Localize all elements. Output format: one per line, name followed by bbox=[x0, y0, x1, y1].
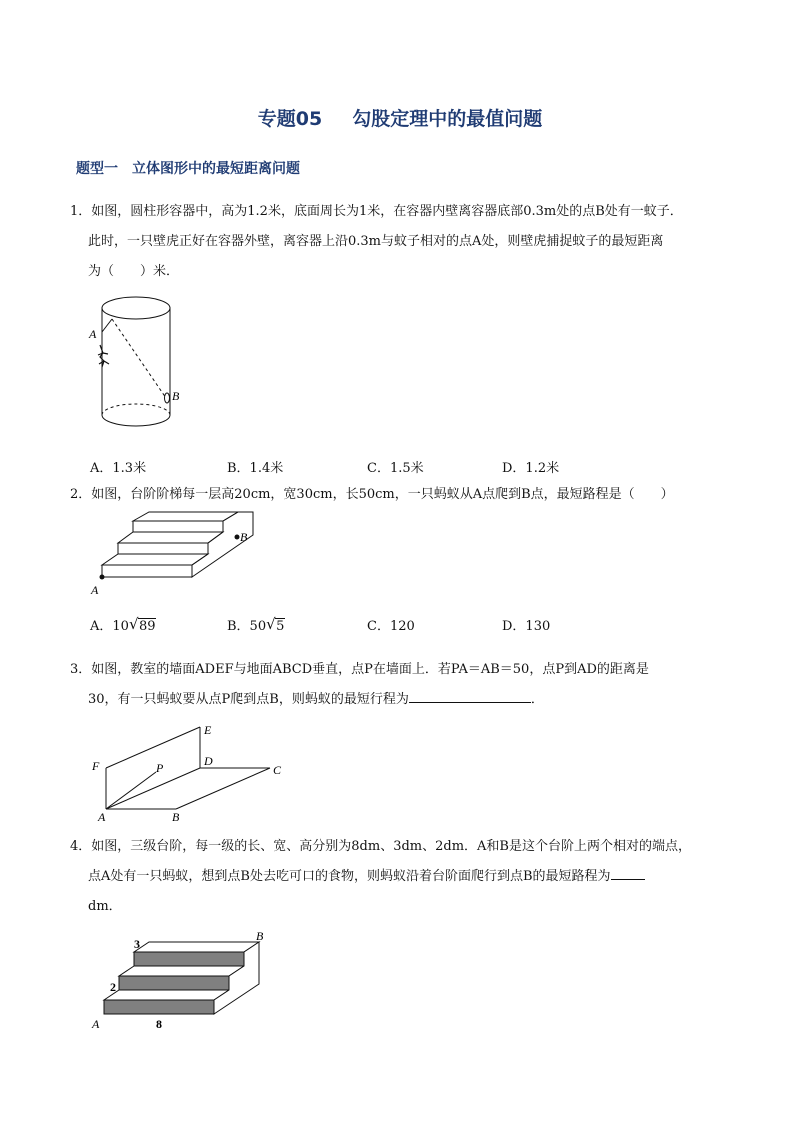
q4-three-step-figure bbox=[88, 928, 278, 1036]
q3-line2-end: ． bbox=[530, 692, 544, 707]
q2-option-c[interactable]: C．120 bbox=[367, 619, 415, 634]
q4-line1: 4．如图，三级台阶，每一级的长、宽、高分别为8dm、3dm、2dm．A和B是这个台阶上两个相对的端点， bbox=[70, 839, 691, 854]
q3-line2: 30，有一只蚂蚁要从点P爬到点B，则蚂蚁的最短行程为 bbox=[88, 692, 409, 707]
q4-answer-blank[interactable] bbox=[611, 866, 645, 880]
q2-stairs-figure bbox=[88, 510, 263, 600]
q2-option-b[interactable]: B．50 √ 5 bbox=[227, 615, 285, 634]
question-4 bbox=[70, 832, 691, 922]
q2-option-d[interactable]: D．130 bbox=[502, 619, 551, 634]
q2-label-B: B bbox=[240, 530, 248, 544]
q3-label-C: C bbox=[273, 763, 282, 777]
q2-option-a-prefix: A．10 bbox=[90, 619, 129, 634]
q3-label-F: F bbox=[92, 759, 100, 773]
q2-line1: 2．如图，台阶阶梯每一层高20cm，宽30cm，长50cm，一只蚂蚁从A点爬到B点，最短路程是（ ） bbox=[70, 487, 674, 502]
q3-label-A: A bbox=[98, 810, 106, 822]
section-text: 立体图形中的最短距离问题 bbox=[132, 161, 300, 177]
section-label: 题型一 bbox=[76, 161, 118, 177]
q3-answer-blank[interactable] bbox=[409, 689, 531, 703]
q4-line3: dm． bbox=[88, 899, 122, 914]
q3-label-D: D bbox=[204, 754, 213, 768]
q3-label-P: P bbox=[156, 761, 164, 775]
q4-label-3: 3 bbox=[134, 937, 140, 951]
q3-line1: 3．如图，教室的墙面ADEF与地面ABCD垂直，点P在墙面上．若PA＝AB＝50，点P到AD的距离是 bbox=[70, 662, 649, 677]
title-text: 勾股定理中的最值问题 bbox=[352, 108, 543, 130]
q1-label-A: A bbox=[89, 327, 97, 341]
q1-option-c[interactable]: C．1.5米 bbox=[367, 461, 424, 476]
q2-option-b-radicand: 5 bbox=[276, 619, 285, 634]
q1-line2: 此时，一只壁虎正好在容器外壁，离容器上沿0.3m与蚊子相对的点A处，则壁虎捕捉蚊子的最短距离 bbox=[88, 234, 664, 249]
q2-option-a-radicand: 89 bbox=[138, 619, 156, 634]
q1-line1: 1．如图，圆柱形容器中，高为1.2米，底面周长为1米，在容器内壁离容器底部0.3m处的点B处有一蚊子． bbox=[70, 204, 683, 219]
q4-line2: 点A处有一只蚂蚁，想到点B处去吃可口的食物，则蚂蚁沿着台阶面爬行到点B的最短路程为 bbox=[88, 869, 611, 884]
q4-label-B: B bbox=[256, 929, 264, 943]
q1-label-B: B bbox=[172, 389, 180, 403]
q4-label-8: 8 bbox=[156, 1017, 162, 1031]
q1-option-a[interactable]: A．1.3米 bbox=[90, 461, 147, 476]
q2-option-a[interactable]: A．10 √ 89 bbox=[90, 615, 156, 634]
question-1 bbox=[70, 197, 683, 287]
question-3 bbox=[70, 655, 649, 715]
page-title bbox=[0, 104, 800, 131]
q2-option-b-prefix: B．50 bbox=[227, 619, 267, 634]
q3-label-E: E bbox=[204, 723, 212, 737]
q1-option-d[interactable]: D．1.2米 bbox=[502, 461, 560, 476]
q3-wall-floor-figure bbox=[88, 722, 298, 822]
q1-cylinder-figure bbox=[84, 290, 204, 450]
q1-line3: 为（ ）米． bbox=[88, 264, 180, 279]
q2-label-A: A bbox=[91, 583, 99, 597]
q3-label-B: B bbox=[172, 810, 180, 822]
section-heading bbox=[76, 158, 300, 178]
q4-label-2: 2 bbox=[110, 980, 116, 994]
question-2 bbox=[70, 480, 674, 510]
q4-label-A: A bbox=[92, 1017, 100, 1031]
title-code: 专题05 bbox=[257, 108, 323, 130]
q1-option-b[interactable]: B．1.4米 bbox=[227, 461, 284, 476]
